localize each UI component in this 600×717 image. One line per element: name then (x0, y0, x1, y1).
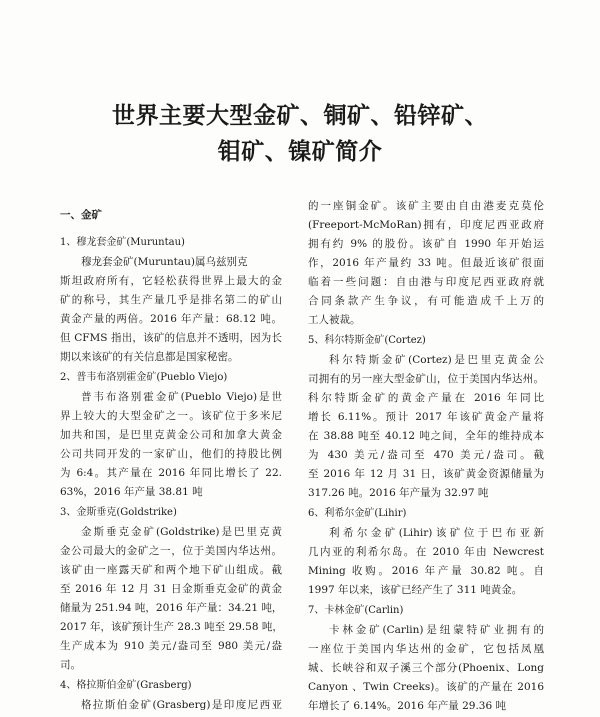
paragraph-line: 1997 年以来，该矿已经产生了 311 吨黄金。 (308, 584, 523, 596)
paragraph-line: 科尔特斯金矿的黄金产量在 2016 年同比 (308, 392, 544, 404)
paragraph-line: 至 2016 年 12 月 31 日金斯垂克金矿的黄金 (60, 583, 282, 595)
paragraph-line: (Freeport-McMoRan)拥有，印度尼西亚政府 (308, 219, 544, 231)
paragraph-line: 公司共同开发的一家矿山，他们的持股比例 (60, 448, 282, 460)
paragraph-line: 为 430 美元/盎司至 470 美元/盎司。截 (308, 449, 544, 461)
paragraph-line: 矿的称号，其生产量几乎是排名第二的矿山 (60, 294, 282, 306)
paragraph-line: 金斯垂克金矿(Goldstrike)是巴里克黄 (81, 526, 282, 538)
paragraph-line: 一座位于美国内华达州的金矿，它包括凤凰 (308, 643, 544, 655)
paragraph-line: 拥有约 9% 的股份。该矿自 1990 年开始运 (308, 238, 544, 250)
paragraph-line: 储量为 251.94 吨，2016 年产量：34.21 吨， (60, 602, 283, 614)
paragraph-line: 穆龙套金矿(Muruntau)属乌兹别克 (81, 256, 248, 268)
mine-heading-muruntau: 1、穆龙套金矿(Muruntau) (60, 237, 185, 248)
paragraph-line: 加共和国，是巴里克黄金公司和加拿大黄金 (60, 429, 282, 441)
paragraph-line: 期以来该矿的有关信息都是国家秘密。 (60, 351, 239, 363)
mine-heading-grasberg: 4、格拉斯伯金矿(Grasberg) (60, 680, 192, 691)
section-heading-gold: 一、金矿 (60, 209, 102, 221)
paragraph-line: 增长 6.11%。预计 2017 年该矿黄金产量将 (308, 411, 544, 423)
paragraph-line: Canyon 、Twin Creeks)。该矿的产量在 2016 (308, 681, 544, 693)
paragraph-line: 年增长了 6.14%。2016 年产量 29.36 吨 (308, 700, 506, 712)
paragraph-line: 为 6:4。其产量在 2016 年同比增长了 22. (60, 467, 282, 479)
mine-heading-carlin: 7、卡林金矿(Carlin) (308, 605, 404, 616)
mine-heading-goldstrike: 3、金斯垂克(Goldstrike) (60, 507, 177, 518)
paragraph-line: 工人被裁。 (308, 314, 361, 326)
paragraph-line: 黄金产量的两倍。2016 年产量：68.12 吨。 (60, 313, 282, 325)
title-line-2: 钼矿、镍矿简介 (217, 138, 383, 165)
article-title (0, 98, 600, 170)
mine-heading-cortez: 5、科尔特斯金矿(Cortez) (308, 335, 426, 346)
paragraph-line: 至 2016 年 12 月 31 日，该矿黄金资源储量为 (308, 468, 544, 480)
paragraph-line: 城、长峡谷和双子溪三个部分(Phoenix、Long (308, 662, 544, 674)
paragraph-line: 在 38.88 吨至 40.12 吨之间，全年的维持成本 (308, 430, 544, 442)
paragraph-line: 作，2016 年产量约 33 吨。但最近该矿很面 (308, 257, 544, 269)
paragraph-line: 司。 (60, 659, 81, 671)
mine-heading-lihir: 6、利希尔金矿(Lihir) (308, 508, 407, 519)
paragraph-line: 该矿由一座露天矿和两个地下矿山组成。截 (60, 564, 282, 576)
paragraph-line: 317.26 吨。2016 年产量为 32.97 吨 (308, 487, 489, 499)
paragraph-line: 司拥有的另一座大型金矿山，位于美国内华达州。 (308, 373, 544, 385)
paragraph-line: 利希尔金矿(Lihir)该矿位于巴布亚新 (329, 527, 544, 539)
paragraph-line: 格拉斯伯金矿(Grasberg)是印度尼西亚 (81, 699, 282, 711)
paragraph-line: 普韦布洛别霍金矿(Pueblo Viejo)是世 (81, 391, 282, 403)
paragraph-line: 的一座铜金矿。该矿主要由自由港麦克莫伦 (308, 200, 544, 212)
mine-heading-pueblo-viejo: 2、普韦布洛别霍金矿(Pueblo Viejo) (60, 372, 228, 383)
paragraph-line: 金公司最大的金矿之一，位于美国内华达州。 (60, 545, 282, 557)
paragraph-line: 卡林金矿(Carlin)是纽蒙特矿业拥有的 (329, 624, 544, 636)
paragraph-line: 生产成本为 910 美元/盎司至 980 美元/盎 (60, 640, 282, 652)
title-line-1: 世界主要大型金矿、铜矿、铅锌矿、 (112, 102, 488, 129)
paragraph-line: 斯坦政府所有，它轻松获得世界上最大的金 (60, 275, 282, 287)
paragraph-line: 2017 年，该矿预计生产 28.3 吨至 29.58 吨， (60, 621, 283, 633)
paragraph-line: 但 CFMS 指出，该矿的信息并不透明，因为长 (60, 332, 282, 344)
paragraph-line: 合同条款产生争议，有可能造成千上万的 (308, 295, 544, 307)
paragraph-line: 临着一些问题：自由港与印度尼西亚政府就 (308, 276, 544, 288)
paragraph-line: 63%，2016 年产量 38.81 吨 (60, 486, 203, 498)
paragraph-line: 界上较大的大型金矿之一。该矿位于多米尼 (60, 410, 282, 422)
paragraph-line: 科尔特斯金矿(Cortez)是巴里克黄金公 (329, 354, 544, 366)
paragraph-line: Mining 收购。2016 年产量 30.82 吨。自 (308, 565, 544, 577)
paragraph-line: 几内亚的利希尔岛。在 2010 年由 Newcrest (308, 546, 544, 558)
